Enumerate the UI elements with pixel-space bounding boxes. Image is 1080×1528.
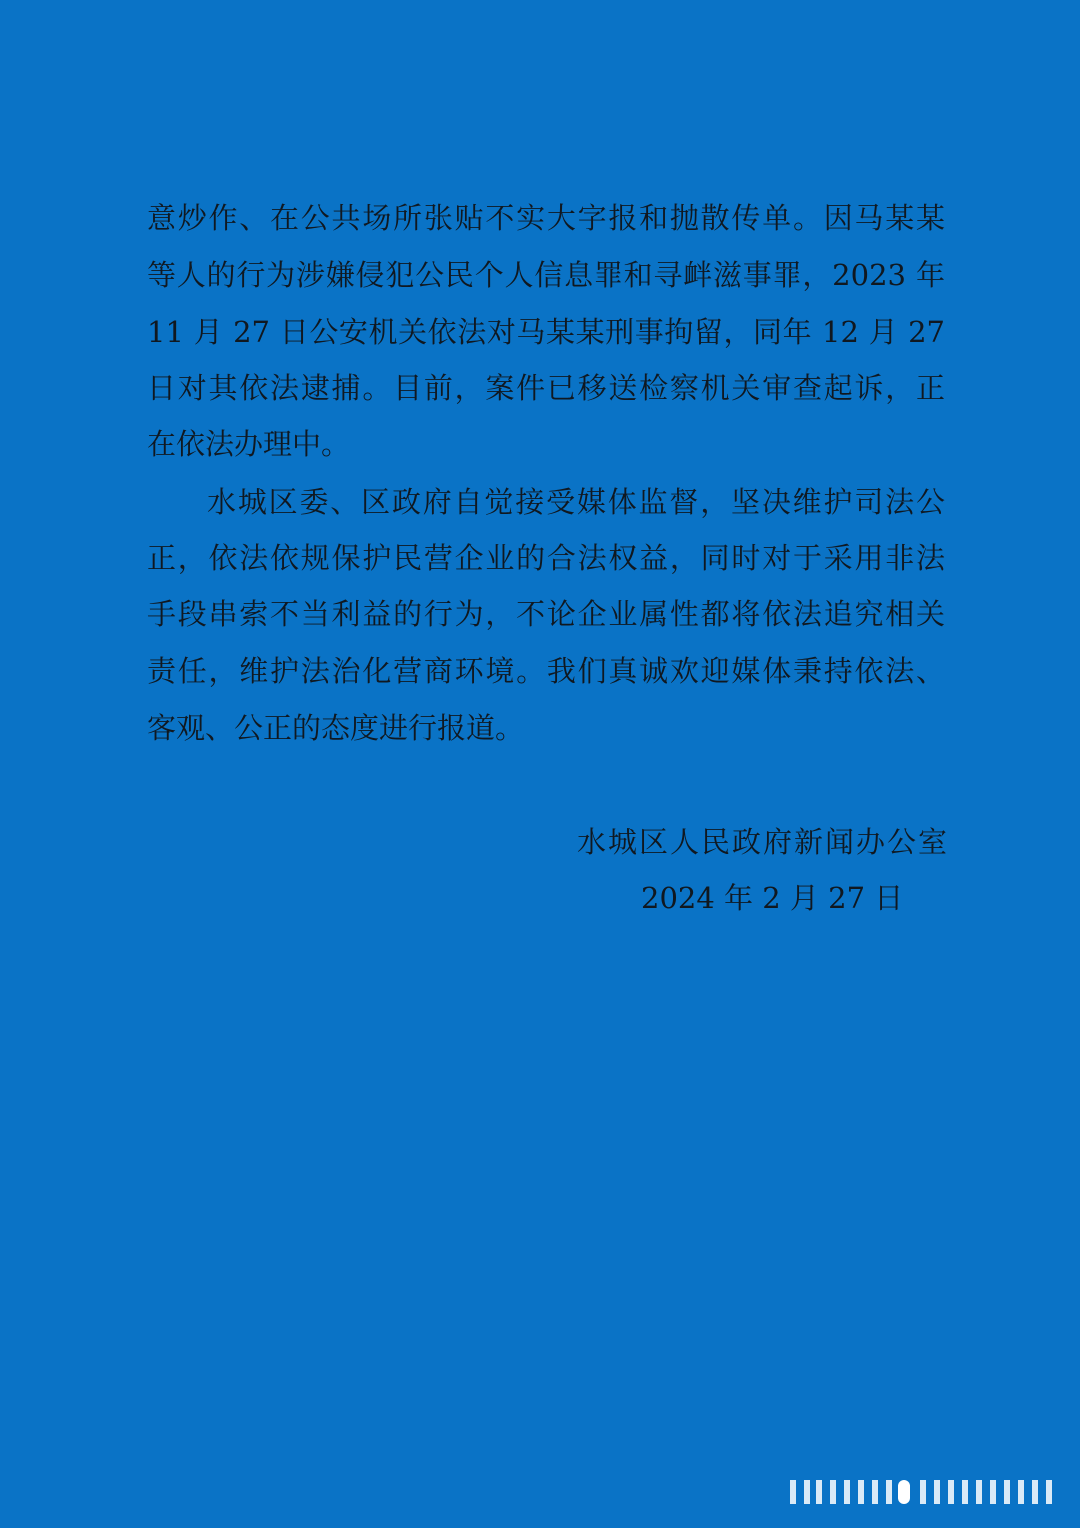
paragraph1-line: 等人的行为涉嫌侵犯公民个人信息罪和寻衅滋事罪，2023 年 bbox=[147, 258, 945, 292]
barcode-watermark-icon bbox=[790, 1480, 1058, 1504]
signature-date: 2024 年 2 月 27 日 bbox=[641, 881, 904, 915]
signature-organization: 水城区人民政府新闻办公室 bbox=[577, 825, 950, 859]
paragraph1-line: 在依法办理中。 bbox=[147, 427, 351, 461]
paragraph2-line: 水城区委、区政府自觉接受媒体监督，坚决维护司法公 bbox=[207, 485, 945, 519]
paragraph1-line: 日对其依法逮捕。目前，案件已移送检察机关审查起诉，正 bbox=[147, 371, 945, 405]
paragraph1-line: 11 月 27 日公安机关依法对马某某刑事拘留，同年 12 月 27 bbox=[147, 315, 945, 349]
paragraph2-line: 客观、公正的态度进行报道。 bbox=[147, 711, 525, 745]
paragraph2-line: 手段串索不当利益的行为，不论企业属性都将依法追究相关 bbox=[147, 597, 945, 631]
paragraph2-line: 正，依法依规保护民营企业的合法权益，同时对于采用非法 bbox=[147, 541, 945, 575]
paragraph1-line: 意炒作、在公共场所张贴不实大字报和抛散传单。因马某某 bbox=[147, 201, 945, 235]
paragraph2-line: 责任，维护法治化营商环境。我们真诚欢迎媒体秉持依法、 bbox=[147, 654, 945, 688]
